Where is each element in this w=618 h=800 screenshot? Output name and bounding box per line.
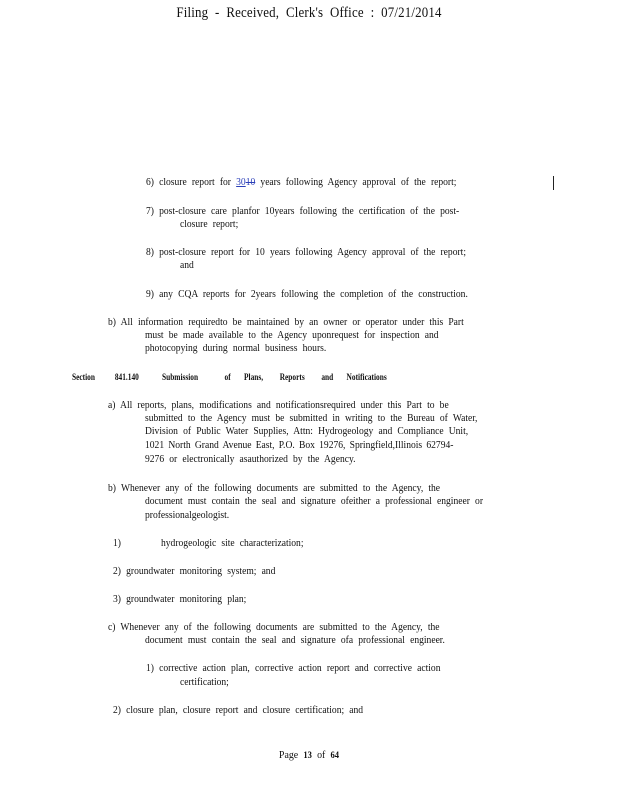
- page-of: of: [317, 749, 326, 761]
- section-title-word-5: and: [321, 372, 334, 382]
- section-title-word-6: Notifications: [346, 372, 387, 382]
- para-a-line-1: a) All reports, plans, modifications and notificationsrequired under this Part to be: [108, 400, 449, 411]
- item-9-line-1: 9) any CQA reports for 2years following the completion of the construction.: [146, 289, 468, 300]
- para-c-line-2: document must contain the seal and signature ofa professional engineer.: [145, 635, 445, 646]
- section-title-word-3: Plans,: [244, 372, 264, 382]
- page-number: 13: [303, 751, 312, 761]
- section-title-word-2: of: [224, 372, 231, 382]
- item-7-line-1: 7) post-closure care planfor 10years following the certification of the post-: [146, 206, 460, 217]
- para-a-line-2: submitted to the Agency must be submitted in writing to the Bureau of Water,: [145, 413, 478, 424]
- para-b-info-line-2: must be made available to the Agency uponrequest for inspection and: [145, 330, 439, 341]
- b-item-1-text: hydrogeologic site characterization;: [161, 538, 304, 549]
- page-footer: [31, 749, 587, 761]
- section-heading: [72, 372, 387, 382]
- para-a-line-3: Division of Public Water Supplies, Attn: Hydrogeology and Compliance Unit,: [145, 426, 469, 437]
- para-a-line-5: 9276 or electronically asauthorized by the Agency.: [145, 454, 356, 465]
- item-6-prefix: 6) closure report for: [146, 177, 237, 188]
- section-title-word-1: Submission: [161, 372, 199, 382]
- para-b-line-2: document must contain the seal and signature ofeither a professional engineer or: [145, 496, 484, 507]
- para-b-info-line-1: b) All information requiredto be maintained by an owner or operator under this Part: [108, 317, 464, 328]
- b-item-1-number: 1): [113, 538, 121, 549]
- para-a-line-4: 1021 North Grand Avenue East, P.O. Box 19276, Springfield,Illinois 62794-: [145, 440, 454, 451]
- para-b-line-1: b) Whenever any of the following documents are submitted to the Agency, the: [108, 483, 441, 494]
- item-8-line-1: 8) post-closure report for 10 years following Agency approval of the report;: [146, 247, 466, 258]
- para-c-line-1: c) Whenever any of the following documents are submitted to the Agency, the: [108, 622, 440, 633]
- section-number: 841.140: [114, 372, 139, 382]
- para-b-info-line-3: photocopying during normal business hours.: [145, 343, 327, 354]
- c-item-1-line-1: 1) corrective action plan, corrective action report and corrective action: [146, 663, 441, 674]
- section-label: Section: [72, 372, 95, 382]
- page-label: Page: [278, 749, 299, 761]
- section-title-word-4: Reports: [279, 372, 305, 382]
- b-item-2: 2) groundwater monitoring system; and: [113, 566, 276, 577]
- deleted-text: 10: [245, 177, 256, 188]
- item-6-line: [146, 176, 456, 189]
- item-6-suffix: years following Agency approval of the report;: [255, 177, 457, 188]
- inserted-text: 30: [236, 177, 246, 188]
- filing-header: Filing - Received, Clerk's Office : 07/21/2014: [176, 5, 442, 21]
- page-total: 64: [330, 751, 340, 761]
- c-item-2: 2) closure plan, closure report and closure certification; and: [113, 705, 364, 716]
- text-cursor: [553, 176, 554, 190]
- c-item-1-line-2: certification;: [180, 677, 229, 688]
- item-8-line-2: and: [180, 260, 194, 271]
- para-b-line-3: professionalgeologist.: [145, 510, 230, 521]
- item-7-line-2: closure report;: [180, 219, 239, 230]
- b-item-3: 3) groundwater monitoring plan;: [113, 594, 247, 605]
